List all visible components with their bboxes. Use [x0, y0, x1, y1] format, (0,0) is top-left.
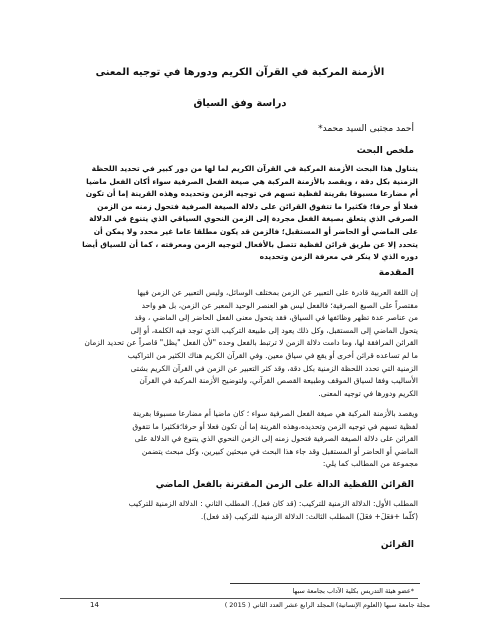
footer-divider: [60, 598, 418, 599]
text-line: ويقصد بالأزمنة المركبة هي صيغة الفعل الصرفية سواء ؛ كان ماضيا أم مضارعا مسبوقا بقرينة: [132, 409, 418, 418]
abstract-heading: ملخص البحث: [356, 146, 414, 156]
section-1-body: [60, 498, 418, 523]
author-name: أحمد مجتبى السيد محمد*: [318, 124, 414, 134]
section-2-heading: القرائن: [380, 540, 414, 550]
text-line: الكريم ودورها في توجيه المعنى.: [318, 388, 418, 398]
text-line: إن اللغة العربية قادرة على التعبير عن الزمن بمختلف الوسائل، وليس التعبير عن الزمن فيها: [137, 288, 418, 297]
intro-body: [60, 287, 418, 400]
text-line: الماضي أو الحاضر أو المستقبل وقد جاء هذا البحث في مبحثين كبيرين، وكل مبحث يتضمن: [141, 446, 418, 456]
text-line: الزمنية بكل دقة ، ويقصد بالأزمنة المركبة هي صيغة الفعل الصرفية سواء أكان الفعل ماضيا: [86, 176, 418, 186]
footnote-divider: [230, 583, 420, 584]
text-line: (كلّما +فعَلَ+ فعَلَ) المطلب الثالث: الدلالة الزمنية للتركيب (قد فعل).: [200, 511, 418, 521]
text-line: الصرفي الذي يتعلق بصيغة الفعل مجردة إلى الزمن النحوي السياقي الذي يتنوع في الدلالة: [89, 214, 418, 224]
text-line: دوره الذي لا ينكر في معرفة الزمن وتحديده: [259, 252, 418, 262]
abstract-body: [60, 163, 418, 264]
text-line: الزمنية التي تحدد اللحظة الزمنية بكل دقة، وقد كثر التعبير عن الزمن في القرآن الكريم بشتى: [130, 363, 418, 373]
paper-subtitle: دراسة وفق السياق: [193, 98, 287, 109]
text-line: فعلا أو حرفا؛ فكثيرا ما تتفوق القرائن على دلالة الصيغة الصرفية فتحول زمنه من الزمن: [97, 201, 418, 211]
intro-heading: المقدمة: [378, 268, 414, 278]
text-line: القرائن المرافقة لها، وما دامت دلالة الزمن لا ترتبط بالفعل وحده "لأن الفعل "يظل" قاصراً عن تحديد الزمان: [84, 338, 418, 348]
text-line: مقتصراً على الصيغ الصرفية؛ فالفعل ليس هو العنصر الوحيد المعبر عن الزمن، بل هو واحد: [141, 300, 418, 310]
text-line: يتحدد إلا عن طريق قرائن لفظية تتصل بالأفعال لتوجيه الزمن ومعرفته ، كما أن للسياق أيضا: [82, 239, 418, 249]
text-line: يتناول هذا البحث الأزمنة المركبة في القرآن الكريم لما لها من دور كبير في تحديد اللحظة: [91, 164, 418, 173]
text-line: يتحول الماضي إلى المستقبل، وكل ذلك يعود إلى طبيعة التركيب الذي توجد فيه الكلمة، أو إلى: [130, 325, 418, 335]
paper-title: الأزمنة المركبة في القرآن الكريم ودورها في توجيه المعنى: [95, 67, 385, 78]
text-line: أم مضارعا مسبوقا بقرينة لفظية تسهم في توجيه الزمن وتحديده وهذه القرينة إما أن تكون: [85, 189, 418, 199]
text-line: القرائن على دلالة الصيغة الصرفية فتحول زمنه إلى الزمن النحوي الذي يتنوع في الدلالة على: [134, 434, 418, 444]
paragraph-2: [60, 408, 418, 471]
footnote: *عضو هيئة التدريس بكلية الآداب بجامعة سبها: [292, 587, 414, 595]
page-number: 14: [90, 601, 99, 609]
text-line: على الماضي أو الحاضر أو المستقبل؛ فالزمن قد يكون مطلقا عاما غير محدد ولا يمكن أن: [93, 226, 418, 236]
section-1-heading: القرائن اللفظية الدالة على الزمن المقترنة بالفعل الماضي: [155, 480, 414, 490]
text-line: لفظية تسهم في توجيه الزمن وتحديده،وهذه القرينة إما أن تكون فعلا أو حرفا؛فكثيرا ما تتفوق: [132, 421, 418, 431]
text-line: ما لم تساعده قرائن أخرى أو يقع في سياق معين. وفي القرآن الكريم هناك الكثير من التراكيب: [127, 350, 418, 360]
text-line: مجموعة من المطالب كما يلي:: [322, 459, 418, 469]
journal-footer: مجلة جامعة سبها (العلوم الإنسانية) المجلد الرابع عشر العدد الثاني ( 2015 ): [224, 601, 430, 609]
text-line: المطلب الأول: الدلالة الزمنية للتركيب: (قد كان فعل). المطلب الثاني : الدلالة الزمنية للتركيب: [128, 499, 418, 508]
text-line: من عناصر عدة تظهر وظائفها في السياق، فقد يتحول معنى الفعل الحاضر إلى الماضي ، وقد: [134, 313, 418, 323]
text-line: الأساليب وفقا لسياق الموقف وطبيعة القصص القرآني، ولتوضيح الأزمنة المركبة في القرآن: [139, 376, 418, 386]
